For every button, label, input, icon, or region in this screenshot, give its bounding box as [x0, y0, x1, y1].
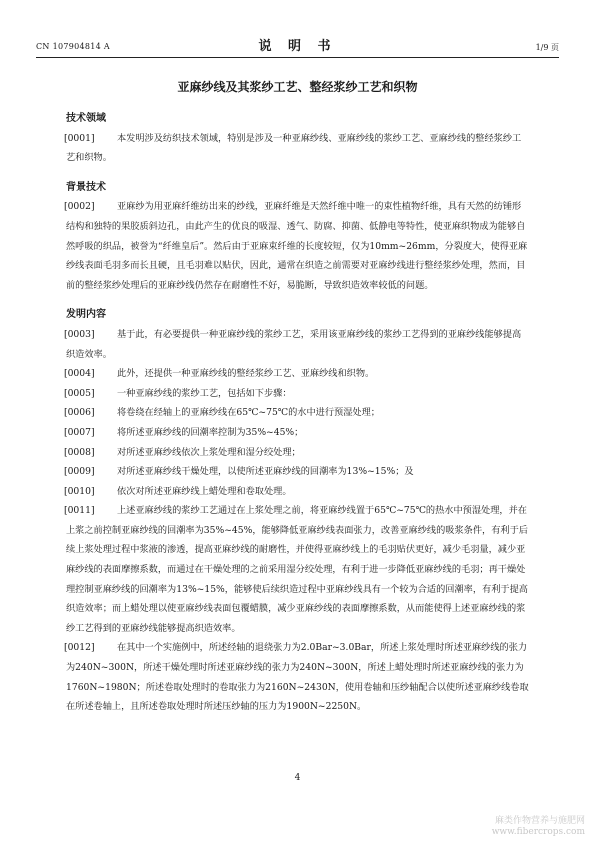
paragraph-text: 亚麻纱为用亚麻纤维纺出来的纱线，亚麻纤维是天然纤维中唯一的束性植物纤维，具有天然的纺锤形结构和独特的果胶质斜边孔，由此产生的优良的吸湿、透气、防腐、抑菌、低静电等特性，使亚麻织物成为能够自然呼吸的织品，被誉为“纤维皇后”。然后由于亚麻束纤维的长度较短，仅为10mm~26mm，分裂度大，使得亚麻纱线表面毛羽多而长且硬，且毛羽难以贴伏，因此，通常在织造之前需要对亚麻纱线进行整经浆纱处理，然而，目前的整经浆纱处理后的亚麻纱线仍然存在耐磨性不好，易脆断，导致织造效率较低的问题。 [66, 201, 528, 291]
paragraph [66, 403, 530, 423]
paragraph-text: 上述亚麻纱线的浆纱工艺通过在上浆处理之前，将亚麻纱线置于65℃~75℃的热水中预湿处理，并在上浆之前控制亚麻纱线的回潮率为35%~45%，能够降低亚麻纱线表面张力，改善亚麻纱线的吸浆条件，有利于后续上浆处理过程中浆液的渗透，提高亚麻纱线的耐磨性，并使得亚麻纱线上的毛羽贴伏更好，减少毛羽量，减少亚麻纱线的表面摩擦系数，而通过在干燥处理的之前采用湿分绞处理，有利于进一步降低亚麻纱线的毛羽；再干燥处理控制亚麻纱线的回潮率为13%~15%，能够使后续织造过程中亚麻纱线具有一个较为合适的回潮率，有利于提高织造效率；而上蜡处理以使亚麻纱线表面包覆蜡膜，减少亚麻纱线的表面摩擦系数，从而能使得上述亚麻纱线的浆纱工艺得到的亚麻纱线能够提高织造效率。 [66, 505, 528, 634]
paragraph [66, 197, 530, 295]
paragraph-number: [0008] [64, 446, 95, 458]
paragraph-number: [0001] [64, 132, 95, 144]
paragraph-number: [0007] [64, 426, 95, 438]
paragraph [66, 384, 530, 404]
paragraph [66, 482, 530, 502]
paragraph-number: [0005] [64, 387, 95, 399]
paragraph-number: [0002] [64, 201, 95, 213]
paragraph-text: 本发明涉及纺织技术领域，特别是涉及一种亚麻纱线、亚麻纱线的浆纱工艺、亚麻纱线的整经浆纱工艺和织物。 [66, 132, 522, 164]
watermark [492, 816, 585, 838]
paragraph-text: 对所述亚麻纱线依次上浆处理和湿分绞处理； [117, 446, 301, 458]
document-type-label: 说 明 书 [258, 39, 337, 54]
patent-number: CN 107904814 A [36, 42, 110, 51]
section-heading-summary: 发明内容 [66, 309, 106, 321]
header-divider [36, 57, 559, 58]
document-body [66, 109, 530, 717]
paragraph [66, 325, 530, 364]
paragraph-number: [0009] [64, 466, 95, 478]
paragraph-number: [0004] [64, 368, 95, 380]
paragraph-text: 在其中一个实施例中，所述经轴的退绕张力为2.0Bar~3.0Bar，所述上浆处理时所述亚麻纱线的张力为240N~300N，所述干燥处理时所述亚麻纱线的张力为240N~300N，所述上蜡处理时所述亚麻纱线的张力为1760N~1980N；所述卷取处理时的卷取张力为2160N~2430N，使用卷轴和压纱轴配合以使所述亚麻纱线卷取在所述卷轴上，且所述卷取处理时所述压纱轴的压力为1900N~2250N。 [66, 642, 529, 713]
watermark-site-name: 麻类作物营养与施肥网 [494, 816, 585, 826]
paragraph-number: [0010] [64, 485, 95, 497]
paragraph [66, 364, 530, 384]
paragraph-text: 依次对所述亚麻纱线上蜡处理和卷取处理。 [117, 485, 292, 497]
document-title: 亚麻纱线及其浆纱工艺、整经浆纱工艺和织物 [177, 80, 418, 94]
paragraph-number: [0006] [64, 407, 95, 419]
paragraph-text: 对所述亚麻纱线干燥处理，以使所述亚麻纱线的回潮率为13%~15%；及 [117, 466, 414, 478]
paragraph [66, 443, 530, 463]
section-heading-background: 背景技术 [66, 181, 106, 193]
paragraph-text: 将所述亚麻纱线的回潮率控制为35%~45%； [117, 426, 304, 438]
paragraph-number: [0003] [64, 328, 95, 340]
paragraph-text: 一种亚麻纱线的浆纱工艺，包括如下步骤： [117, 387, 292, 399]
page-header [36, 34, 559, 54]
paragraph [66, 462, 530, 482]
paragraph-text: 将卷绕在经轴上的亚麻纱线在65℃~75℃的水中进行预湿处理； [117, 407, 380, 419]
paragraph [66, 129, 530, 168]
paragraph-number: [0011] [64, 505, 95, 517]
paragraph-text: 此外，还提供一种亚麻纱线的整经浆纱工艺、亚麻纱线和织物。 [117, 368, 375, 380]
paragraph [66, 423, 530, 443]
paragraph [66, 638, 530, 716]
section-heading-tech-field: 技术领域 [66, 113, 106, 124]
paragraph-text: 基于此，有必要提供一种亚麻纱线的浆纱工艺，采用该亚麻纱线的浆纱工艺得到的亚麻纱线能够提高织造效率。 [66, 328, 522, 360]
paragraph [66, 501, 530, 638]
page-fraction: 1/9 页 [535, 43, 559, 52]
watermark-url: www.fibercrops.com [491, 827, 585, 837]
page-number: 4 [294, 773, 301, 783]
paragraph-number: [0012] [64, 642, 95, 654]
